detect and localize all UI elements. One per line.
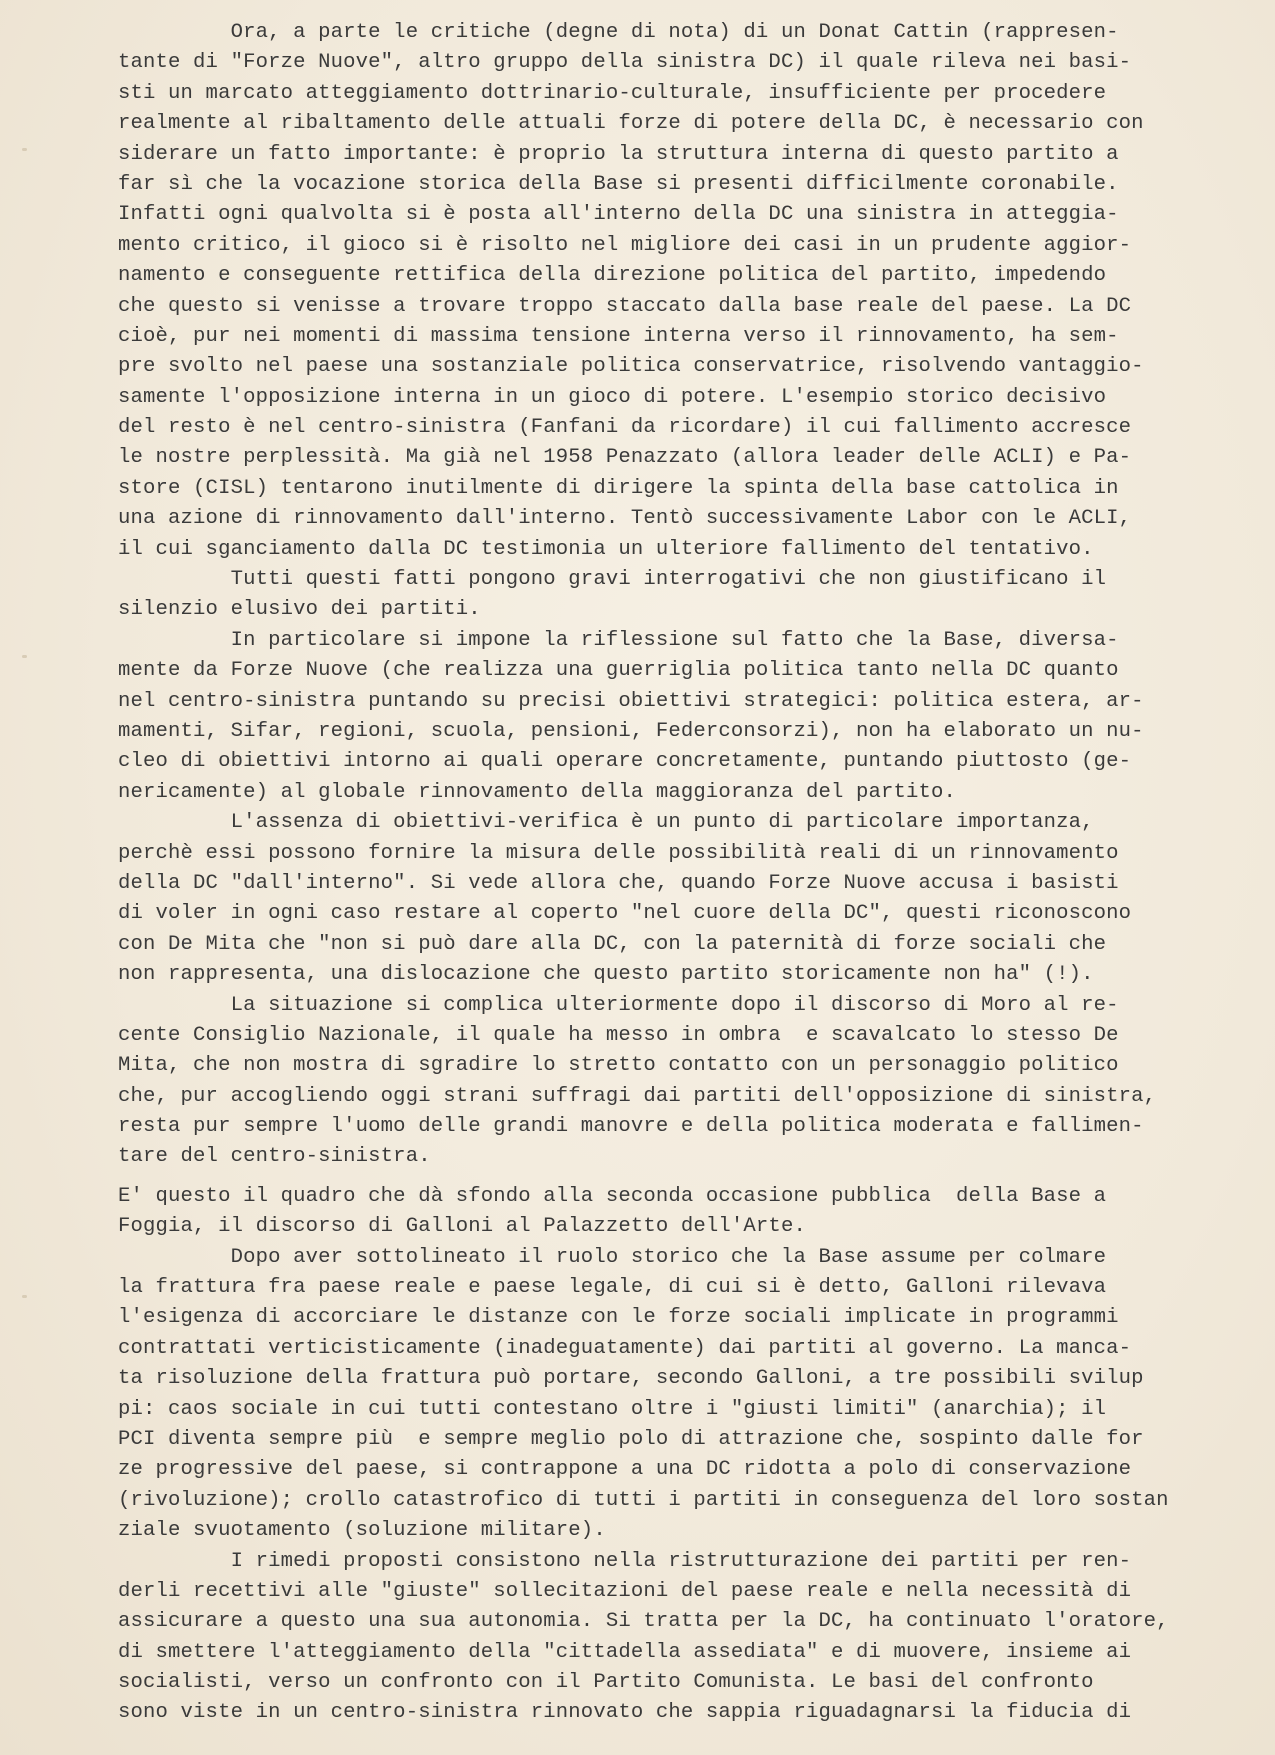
text-line: ze progressive del paese, si contrappone a una DC ridotta a polo di conservazione: [118, 1458, 1132, 1482]
text-line: Dopo aver sottolineato il ruolo storico che la Base assume per colmare: [118, 1245, 1107, 1269]
text-line: ziale svuotamento (soluzione militare).: [118, 1519, 606, 1543]
text-line: silenzio elusivo dei partiti.: [118, 598, 481, 622]
text-line: della DC "dall'interno". Si vede allora che, quando Forze Nuove accusa i basisti: [118, 871, 1119, 895]
text-line: Mita, che non mostra di sgradire lo stretto contatto con un personaggio politico: [118, 1054, 1119, 1078]
text-line: samente l'opposizione interna in un gioco di potere. L'esempio storico decisivo: [118, 385, 1107, 409]
text-line: assicurare a questo una sua autonomia. Si tratta per la DC, ha continuato l'oratore,: [118, 1610, 1169, 1634]
text-line: ta risoluzione della frattura può portare, secondo Galloni, a tre possibili svilup: [118, 1367, 1144, 1391]
text-line: realmente al ribaltamento delle attuali forze di potere della DC, è necessario con: [118, 112, 1144, 136]
text-line: store (CISL) tentarono inutilmente di dirigere la spinta della base cattolica in: [118, 476, 1119, 500]
text-line: resta pur sempre l'uomo delle grandi manovre e della politica moderata e fallimen-: [118, 1115, 1144, 1139]
text-line: E' questo il quadro che dà sfondo alla seconda occasione pubblica della Base a: [118, 1184, 1107, 1208]
paper-mark: [22, 1295, 27, 1298]
text-line: far sì che la vocazione storica della Base si presenti difficilmente coronabile.: [118, 172, 1119, 196]
text-line: il cui sganciamento dalla DC testimonia un ulteriore fallimento del tentativo.: [118, 537, 1094, 561]
paper-mark: [22, 655, 27, 658]
text-line: Foggia, il discorso di Galloni al Palazzetto dell'Arte.: [118, 1215, 806, 1239]
text-line: mento critico, il gioco si è risolto nel migliore dei casi in un prudente aggior-: [118, 233, 1132, 257]
text-line: sti un marcato atteggiamento dottrinario-culturale, insufficiente per procedere: [118, 81, 1107, 105]
text-line: tante di "Forze Nuove", altro gruppo della sinistra DC) il quale rileva nei basi-: [118, 51, 1132, 75]
text-line: mente da Forze Nuove (che realizza una guerriglia politica tanto nella DC quanto: [118, 659, 1119, 683]
text-line: derli recettivi alle "giuste" sollecitazioni del paese reale e nella necessità di: [118, 1579, 1132, 1603]
text-line: cente Consiglio Nazionale, il quale ha messo in ombra e scavalcato lo stesso De: [118, 1023, 1119, 1047]
text-line: siderare un fatto importante: è proprio la struttura interna di questo partito a: [118, 142, 1119, 166]
text-line: l'esigenza di accorciare le distanze con le forze sociali implicate in programmi: [118, 1306, 1119, 1330]
text-line: Tutti questi fatti pongono gravi interrogativi che non giustificano il: [118, 568, 1107, 592]
paragraph-gap: [118, 1173, 1228, 1182]
text-line: che questo si venisse a trovare troppo staccato dalla base reale del paese. La DC: [118, 294, 1132, 318]
text-line: mamenti, Sifar, regioni, scuola, pensioni, Federconsorzi), non ha elaborato un nu-: [118, 719, 1144, 743]
text-line: una azione di rinnovamento dall'interno. Tentò successivamente Labor con le ACLI,: [118, 507, 1132, 531]
text-line: con De Mita che "non si può dare alla DC, con la paternità di forze sociali che: [118, 932, 1107, 956]
text-line: La situazione si complica ulteriormente dopo il discorso di Moro al re-: [118, 993, 1119, 1017]
text-line: contrattati verticisticamente (inadeguatamente) dai partiti al governo. La manca-: [118, 1336, 1132, 1360]
text-line: In particolare si impone la riflessione sul fatto che la Base, diversa-: [118, 628, 1119, 652]
paper-mark: [22, 148, 27, 151]
text-line: nel centro-sinistra puntando su precisi obiettivi strategici: politica estera, ar-: [118, 689, 1144, 713]
text-line: che, pur accogliendo oggi strani suffragi dai partiti dell'opposizione di sinistra,: [118, 1084, 1157, 1108]
text-line: socialisti, verso un confronto con il Partito Comunista. Le basi del confronto: [118, 1671, 1094, 1695]
text-line: Ora, a parte le critiche (degne di nota) di un Donat Cattin (rappresen-: [118, 21, 1119, 44]
text-line: di voler in ogni caso restare al coperto "nel cuore della DC", questi riconoscono: [118, 902, 1132, 926]
text-line: cioè, pur nei momenti di massima tensione interna verso il rinnovamento, ha sem-: [118, 324, 1119, 348]
text-line: Infatti ogni qualvolta si è posta all'interno della DC una sinistra in atteggia-: [118, 203, 1119, 227]
text-line: perchè essi possono fornire la misura delle possibilità reali di un rinnovamento: [118, 841, 1119, 865]
text-line: del resto è nel centro-sinistra (Fanfani da ricordare) il cui fallimento accresce: [118, 416, 1132, 440]
text-line: I rimedi proposti consistono nella ristrutturazione dei partiti per ren-: [118, 1549, 1132, 1573]
text-line: di smettere l'atteggiamento della "cittadella assediata" e di muovere, insieme ai: [118, 1640, 1132, 1664]
text-line: le nostre perplessità. Ma già nel 1958 Penazzato (allora leader delle ACLI) e Pa-: [118, 446, 1132, 470]
text-line: tare del centro-sinistra.: [118, 1145, 431, 1169]
text-line: (rivoluzione); crollo catastrofico di tutti i partiti in conseguenza del loro sostan: [118, 1488, 1169, 1512]
text-line: nericamente) al globale rinnovamento della maggioranza del partito.: [118, 780, 957, 804]
text-line: L'assenza di obiettivi-verifica è un punto di particolare importanza,: [118, 811, 1094, 835]
text-line: cleo di obiettivi intorno ai quali operare concretamente, puntando piuttosto (ge-: [118, 750, 1132, 774]
text-line: sono viste in un centro-sinistra rinnovato che sappia riguadagnarsi la fiducia di: [118, 1701, 1132, 1725]
body-text: [118, 18, 1228, 1729]
text-line: la frattura fra paese reale e paese legale, di cui si è detto, Galloni rilevava: [118, 1276, 1107, 1300]
text-line: pre svolto nel paese una sostanziale politica conservatrice, risolvendo vantaggio-: [118, 355, 1144, 379]
text-line: namento e conseguente rettifica della direzione politica del partito, impedendo: [118, 264, 1107, 288]
text-line: non rappresenta, una dislocazione che questo partito storicamente non ha" (!).: [118, 963, 1094, 987]
text-line: pi: caos sociale in cui tutti contestano oltre i "giusti limiti" (anarchia); il: [118, 1397, 1107, 1421]
text-line: PCI diventa sempre più e sempre meglio polo di attrazione che, sospinto dalle for: [118, 1427, 1144, 1451]
